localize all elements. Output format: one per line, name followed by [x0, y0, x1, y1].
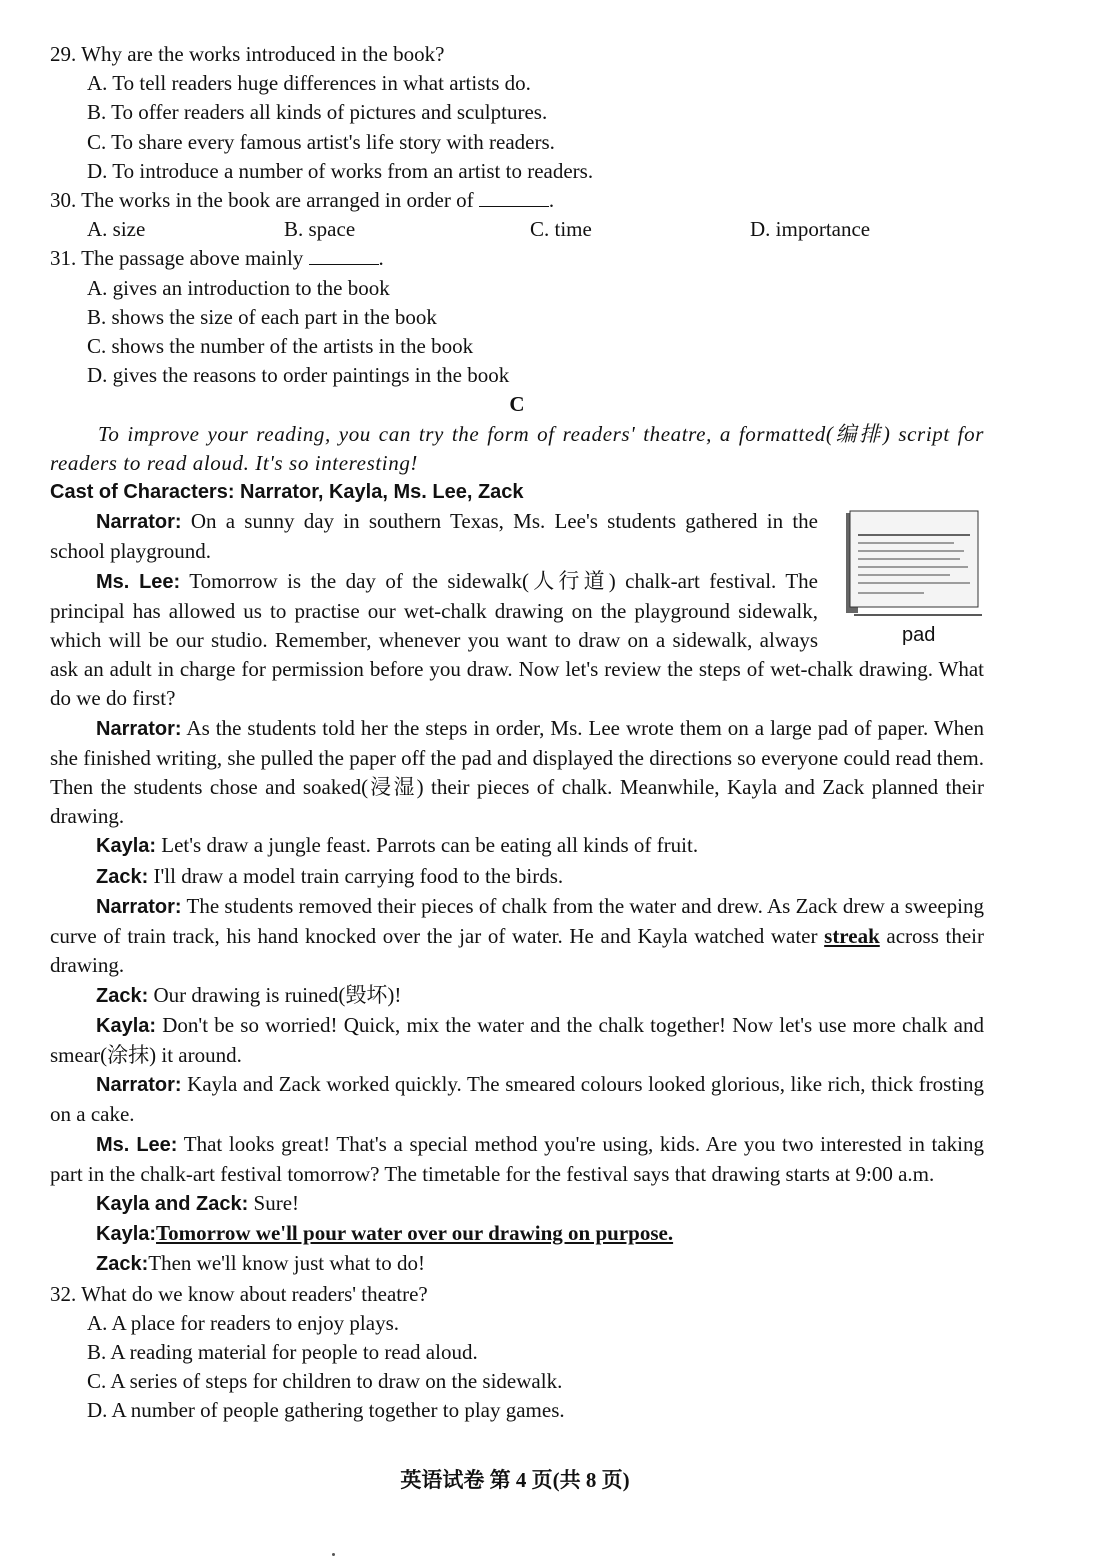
- passage-intro: To improve your reading, you can try the form of readers' theatre, a formatted(编排) script for readers to read aloud. It's so interesting!: [50, 421, 984, 475]
- script-line-kayla: [50, 1011, 984, 1070]
- option-d: D. importance: [750, 217, 871, 242]
- option-b: B. space: [284, 217, 356, 242]
- line-text: Don't be so worried! Quick, mix the water and the chalk together! Now let's use more chalk and smear(涂抹) it around.: [50, 1012, 984, 1067]
- speaker: Narrator:: [96, 895, 182, 918]
- option-b: B. A reading material for people to read aloud.: [87, 1339, 478, 1364]
- exam-page: [50, 40, 984, 1426]
- script-line-zack: [50, 1249, 984, 1279]
- option-c: C. shows the number of the artists in the book: [87, 334, 474, 359]
- question-32: [50, 1280, 984, 1426]
- question-stem: 31. The passage above mainly .: [50, 246, 384, 271]
- option-d: D. To introduce a number of works from an artist to readers.: [87, 158, 594, 183]
- speaker: Narrator:: [96, 1074, 182, 1097]
- line-text: Let's draw a jungle feast. Parrots can be eating all kinds of fruit.: [161, 833, 699, 858]
- line-text: Tomorrow is the day of the sidewalk(人行道) chalk-art festival. The principal has allowed us to practise our wet-chalk drawing on the playground sidewalk, which will be our studio. Remember, whenever you want to draw on a sidewalk, always ask an adult in charge for permission before you draw. Now let's review the steps of wet-chalk drawing. What do we do first?: [50, 568, 984, 711]
- option-c: C. To share every famous artist's life story with readers.: [87, 129, 555, 154]
- cast-of-characters: Cast of Characters: Narrator, Kayla, Ms. Lee, Zack: [50, 481, 524, 504]
- speaker: Narrator:: [96, 717, 182, 740]
- option-c: C. A series of steps for children to draw on the sidewalk.: [87, 1369, 563, 1394]
- speaker: Kayla:: [96, 835, 157, 858]
- question-31: [50, 244, 984, 390]
- question-stem-text: 30. The works in the book are arranged in order of: [50, 188, 474, 213]
- section-heading: C: [509, 392, 525, 417]
- speaker: Ms. Lee:: [96, 1133, 178, 1156]
- speaker: Ms. Lee:: [96, 570, 181, 593]
- line-text: Our drawing is ruined(毁坏)!: [153, 982, 402, 1007]
- speaker: Zack:: [96, 865, 149, 888]
- scan-speck: [332, 1553, 335, 1556]
- option-a: A. gives an introduction to the book: [87, 275, 390, 300]
- option-a: A. To tell readers huge differences in what artists do.: [87, 71, 531, 96]
- underlined-sentence: Tomorrow we'll pour water over our drawing on purpose.: [156, 1221, 674, 1246]
- script-line-kayla: [50, 831, 984, 861]
- line-text: I'll draw a model train carrying food to the birds.: [153, 863, 564, 888]
- question-stem: 30. The works in the book are arranged in order of .: [50, 188, 555, 213]
- line-text: The students removed their pieces of chalk from the water and drew. As Zack drew a sweeping curve of train track, his hand knocked over the jar of water. He and Kayla watched water: [50, 893, 985, 949]
- option-a: A. A place for readers to enjoy plays.: [87, 1310, 399, 1335]
- pad-label: pad: [902, 624, 936, 647]
- question-stem-text: 31. The passage above mainly: [50, 246, 304, 271]
- script-line-zack: [50, 862, 984, 892]
- speaker: Kayla:: [96, 1014, 157, 1037]
- line-text: That looks great! That's a special method you're using, kids. Are you two interested in taking part in the chalk-art festival tomorrow? The timetable for the festival says that drawing starts at 9:00 a.m.: [50, 1131, 984, 1186]
- script-line-narrator: [50, 892, 984, 981]
- question-stem: 29. Why are the works introduced in the book?: [50, 42, 445, 66]
- pad-drawing: [844, 509, 984, 621]
- question-29: [50, 40, 984, 186]
- answer-blank: [479, 188, 549, 207]
- page-footer: 英语试卷 第 4 页(共 8 页): [400, 1468, 630, 1492]
- script-line-kayla-and-zack: [50, 1189, 984, 1219]
- option-d: D. gives the reasons to order paintings in the book: [87, 363, 510, 388]
- answer-blank: [309, 246, 379, 265]
- line-text: Then we'll know just what to do!: [148, 1251, 425, 1276]
- line-text: across their drawing.: [50, 924, 985, 978]
- option-b: B. To offer readers all kinds of pictures and sculptures.: [87, 100, 548, 125]
- question-stem: 32. What do we know about readers' theatre?: [50, 1281, 428, 1306]
- speaker: Kayla:: [96, 1223, 157, 1246]
- speaker: Zack:: [96, 984, 149, 1007]
- underlined-word: streak: [824, 924, 880, 949]
- option-a: A. size: [87, 217, 146, 242]
- script-line-kayla: [50, 1219, 984, 1249]
- options-row: [50, 215, 984, 244]
- speaker: Kayla and Zack:: [96, 1192, 249, 1215]
- line-text: Kayla and Zack worked quickly. The smeared colours looked glorious, like rich, thick frosting on a cake.: [50, 1072, 985, 1127]
- line-text: As the students told her the steps in order, Ms. Lee wrote them on a large pad of paper. When she finished writing, she pulled the paper off the pad and displayed the directions so everyone could read them. Then the students chose and soaked(浸湿) their pieces of chalk. Meanwhile, Kayla and Zack planned their drawing.: [50, 715, 984, 829]
- line-text: On a sunny day in southern Texas, Ms. Lee's students gathered in the school playground.: [50, 509, 818, 564]
- pad-illustration: [844, 509, 984, 647]
- speaker: Zack:: [96, 1253, 149, 1276]
- script-line-narrator: [50, 1070, 984, 1129]
- speaker: Narrator:: [96, 511, 182, 534]
- option-d: D. A number of people gathering together to play games.: [87, 1398, 565, 1423]
- script-line-narrator: [50, 714, 984, 832]
- question-30: [50, 186, 984, 244]
- script-line-zack: [50, 981, 984, 1011]
- script: [50, 507, 984, 1279]
- script-line-ms-lee: [50, 1130, 984, 1189]
- option-b: B. shows the size of each part in the book: [87, 304, 437, 329]
- line-text: Sure!: [253, 1190, 300, 1215]
- option-c: C. time: [530, 217, 592, 242]
